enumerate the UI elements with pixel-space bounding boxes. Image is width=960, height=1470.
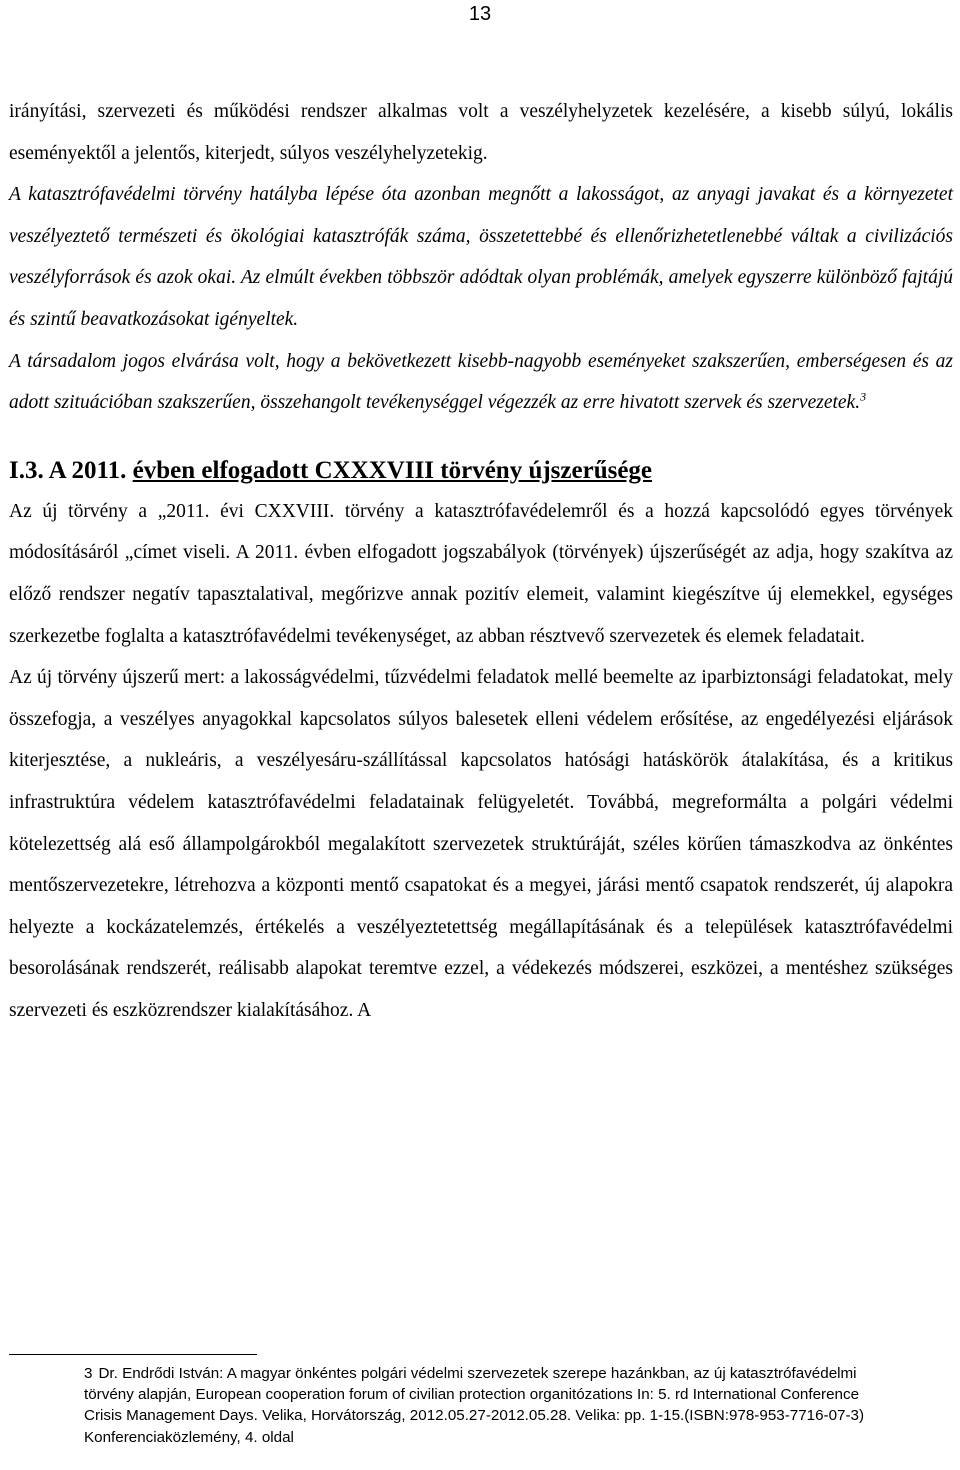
footnote-mark: 3 <box>84 1365 93 1382</box>
paragraph-1: irányítási, szervezeti és működési rendszer alkalmas volt a veszélyhelyzetek kezelésére, a kisebb súlyú, lokális eseményektől a jelentős, kiterjedt, súlyos veszélyhelyzetekig. <box>9 101 953 164</box>
paragraph-3-text: A társadalom jogos elvárása volt, hogy a bekövetkezett kisebb-nagyobb eseményeket szakszerűen, emberségesen és az adott szituációban szakszerűen, összehangolt tevékenységgel végezzék az erre hivatott szervek és szervezetek. <box>9 350 953 414</box>
paragraph-5: Az új törvény újszerű mert: a lakosságvédelmi, tűzvédelmi feladatok mellé beemelte az iparbiztonsági feladatokat, mely összefogja, a veszélyes anyagokkal kapcsolatos súlyos balesetek elleni védelem erősítése, az engedélyezési eljárások kiterjesztése, a nukleáris, a veszélyesáru-szállítással kapcsolatos hatósági hatáskörök átalakítása, és a kritikus infrastruktúra védelem katasztrófavédelmi feladatainak felügyeletét. Továbbá, megreformálta a polgári védelmi kötelezettség alá eső állampolgárokból megalakított szervezetek struktúráját, széles körűen támaszkodva az önkéntes mentőszervezetekre, létrehozva a központi mentő csapatokat és a megyei, járási mentő csapatok rendszerét, új alapokra helyezte a kockázatelemzés, értékelés a veszélyeztetettség megállapításának és a települések katasztrófavédelmi besorolásának rendszerét, reálisabb alapokat teremtve ezzel, a védekezés módszerei, eszközei, a mentéshez szükséges szervezeti és eszközrendszer kialakításához. A <box>9 667 953 1021</box>
paragraph-2: A katasztrófavédelmi törvény hatályba lépése óta azonban megnőtt a lakosságot, az anyagi javakat és a környezetet veszélyeztető természeti és ökológiai katasztrófák száma, összetettebbé és ellenőrizhetetlenebbé váltak a civilizációs veszélyforrások és azok okai. Az elmúlt években többször adódtak olyan problémák, amelyek egyszerre különböző fajtájú és szintű beavatkozásokat igényeltek. <box>9 184 953 330</box>
document-body <box>9 91 953 1031</box>
footnote <box>84 1363 894 1448</box>
footnote-reference[interactable]: 3 <box>860 389 867 404</box>
section-heading-number: I.3. A 2011. <box>9 456 133 484</box>
section-heading-title: évben elfogadott CXXXVIII törvény újszerűsége <box>132 456 653 484</box>
footnote-separator <box>9 1354 257 1355</box>
paragraph-4: Az új törvény a „2011. évi CXXVIII. törvény a katasztrófavédelemről és a hozzá kapcsolódó egyes törvények módosításáról „címet viseli. A 2011. évben elfogadott jogszabályok (törvények) újszerűségét az adja, hogy szakítva az előző rendszer negatív tapasztalatival, megőrizve annak pozitív elemeit, valamint kiegészítve új elemekkel, egységes szerkezetbe foglalta a katasztrófavédelmi tevékenységet, az abban résztvevő szervezetek és elemek feladatait. <box>9 500 953 647</box>
footnote-text: Dr. Endrődi István: A magyar önkéntes polgári védelmi szervezetek szerepe hazánkban, az új katasztrófavédelmi törvény alapján, European cooperation forum of civilian protection organitózations In: 5. rd International Conference Crisis Management Days. Velika, Horvátország, 2012.05.27-2012.05.28. Velika: pp. 1-15.(ISBN:978-953-7716-07-3) Konferenciaközlemény, 4. oldal <box>84 1365 865 1446</box>
section-heading <box>9 451 953 491</box>
page-number: 13 <box>468 3 492 25</box>
paragraph-3 <box>9 341 953 424</box>
